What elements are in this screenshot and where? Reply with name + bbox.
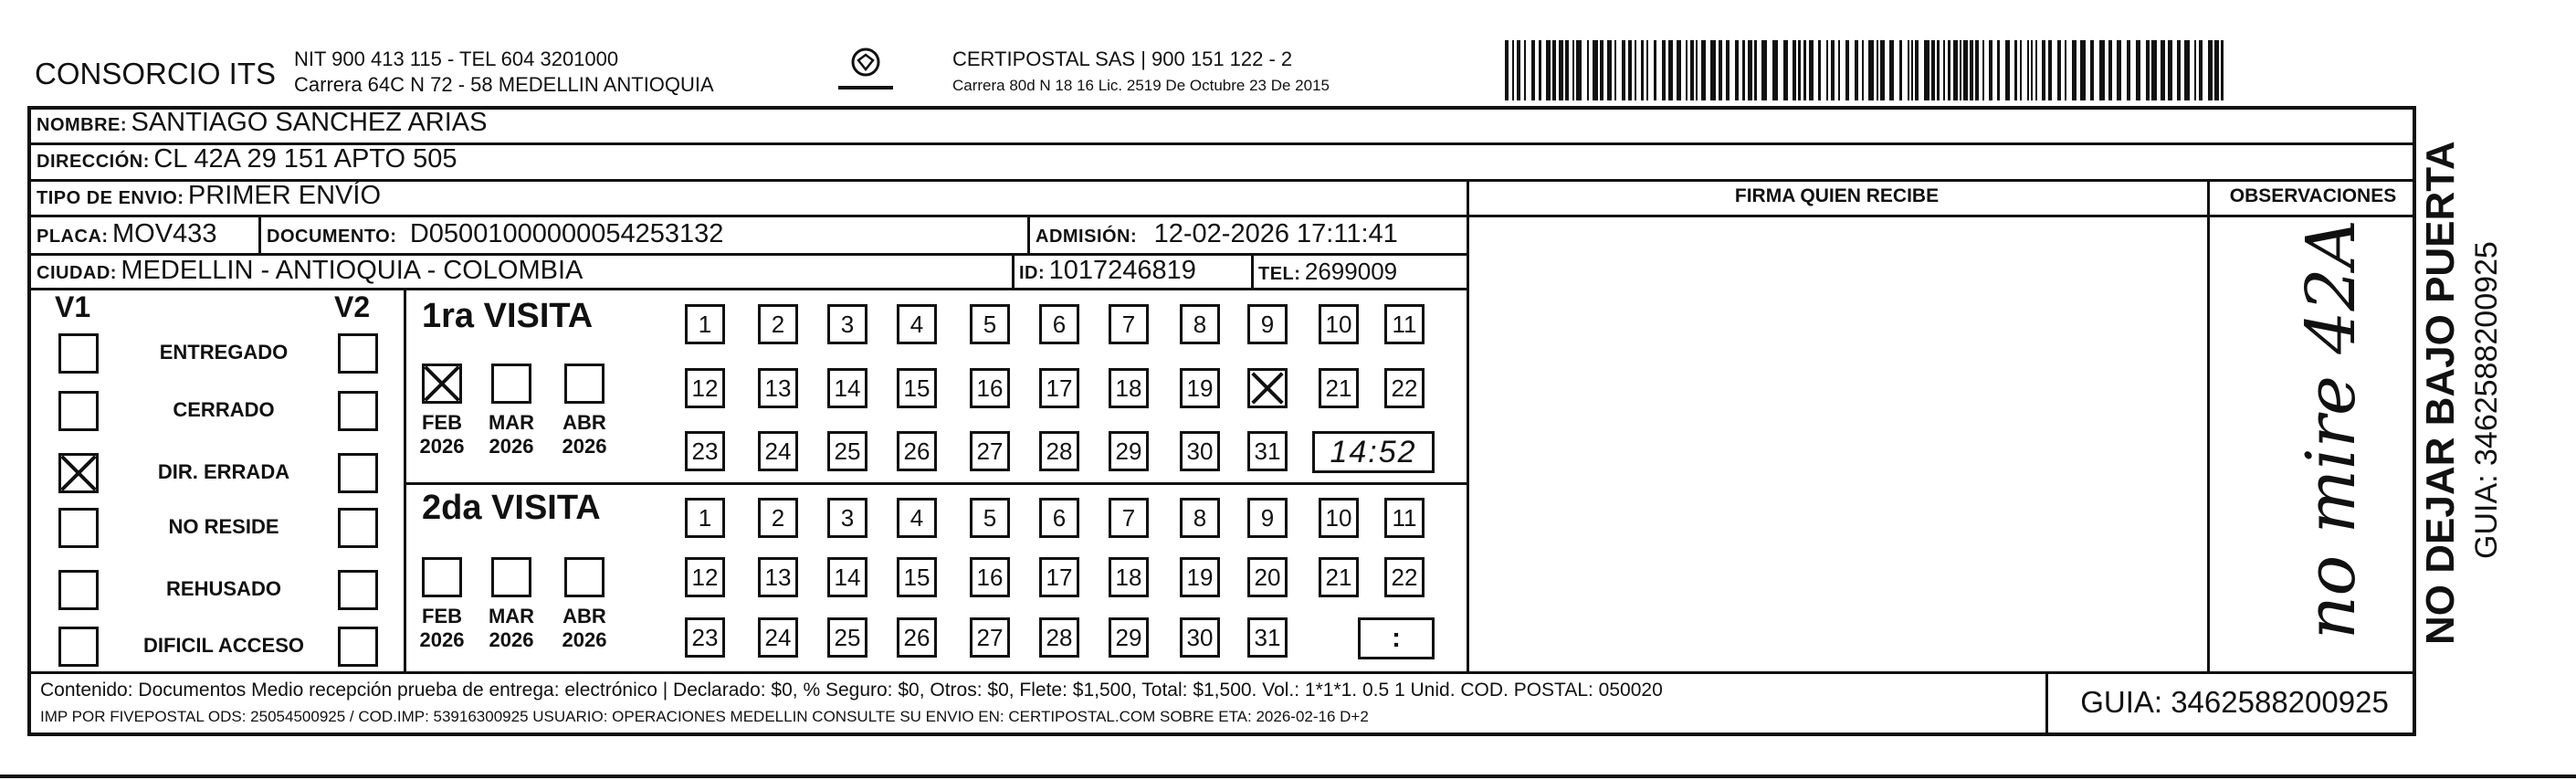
visit1-day-box[interactable]: 7 bbox=[1109, 304, 1149, 344]
visit1-day-box[interactable]: 9 bbox=[1247, 304, 1288, 344]
visit1-day-box[interactable]: 25 bbox=[827, 431, 867, 471]
visit2-title: 2da VISITA bbox=[422, 489, 601, 527]
visit2-day-box[interactable]: 30 bbox=[1180, 617, 1220, 658]
admision-value: 12-02-2026 17:11:41 bbox=[1153, 219, 1398, 248]
direccion-label: DIRECCIÓN: bbox=[37, 152, 150, 172]
visit2-month-label: FEB bbox=[422, 605, 462, 627]
tel-field bbox=[1258, 258, 1397, 286]
side-warning: NO DEJAR BAJO PUERTA bbox=[2418, 141, 2463, 645]
visit2-month-year: 2026 bbox=[489, 628, 534, 651]
tipo-envio-label: TIPO DE ENVIO: bbox=[37, 188, 184, 208]
ciudad-field bbox=[37, 256, 583, 286]
reason-label: ENTREGADO bbox=[159, 341, 289, 364]
visit1-month-year: 2026 bbox=[489, 435, 534, 458]
v2-checkbox[interactable] bbox=[338, 627, 378, 667]
v2-label: V2 bbox=[334, 290, 371, 323]
visit2-month-label: ABR bbox=[563, 605, 606, 627]
v2-checkbox[interactable] bbox=[338, 570, 378, 610]
side-guia: GUIA: 3462588200925 bbox=[2469, 241, 2504, 559]
company-address: Carrera 64C N 72 - 58 MEDELLIN ANTIOQUIA bbox=[294, 73, 714, 96]
visit1-day-box[interactable]: 23 bbox=[685, 431, 725, 471]
visit1-day-box[interactable]: 4 bbox=[897, 304, 937, 344]
visit1-day-box[interactable]: 21 bbox=[1319, 368, 1359, 408]
nombre-value: SANTIAGO SANCHEZ ARIAS bbox=[131, 108, 488, 137]
visit1-day-box[interactable] bbox=[1247, 368, 1288, 408]
visit1-day-box[interactable]: 30 bbox=[1180, 431, 1220, 471]
visit2-day-box[interactable]: 25 bbox=[827, 617, 867, 658]
visit1-month-label: FEB bbox=[422, 411, 462, 434]
visit2-day-box[interactable]: 1 bbox=[685, 498, 725, 538]
visit2-day-box[interactable]: 11 bbox=[1384, 498, 1425, 538]
observaciones-header: OBSERVACIONES bbox=[2229, 185, 2397, 206]
nombre-label: NOMBRE: bbox=[37, 115, 128, 135]
tel-value: 2699009 bbox=[1304, 258, 1398, 285]
footer-imp: IMP POR FIVEPOSTAL ODS: 25054500925 / COD.IMP: 53916300925 USUARIO: OPERACIONES MEDELLIN CONSULTE SU ENVIO EN: CERTIPOSTAL.COM SOBRE ETA: 2026-02-16 D+2 bbox=[40, 708, 1369, 725]
documento-value: D05001000000054253132 bbox=[409, 219, 724, 248]
visit1-day-box[interactable]: 18 bbox=[1109, 368, 1149, 408]
visit1-time: 14:52 bbox=[1330, 435, 1417, 469]
visit1-month-label: ABR bbox=[563, 411, 606, 434]
direccion-value: CL 42A 29 151 APTO 505 bbox=[153, 144, 457, 174]
visit2-day-box[interactable]: 4 bbox=[897, 498, 937, 538]
visit1-month-checkbox[interactable] bbox=[564, 364, 605, 404]
reason-label: NO RESIDE bbox=[168, 515, 279, 538]
visit2-day-box[interactable]: 24 bbox=[758, 617, 798, 658]
v1-label: V1 bbox=[55, 290, 91, 323]
visit2-month-checkbox[interactable] bbox=[422, 557, 462, 597]
v1-checkbox[interactable] bbox=[58, 508, 99, 548]
visit2-day-box[interactable]: 20 bbox=[1247, 557, 1288, 597]
visit2-month-checkbox[interactable] bbox=[564, 557, 605, 597]
visit2-time: : bbox=[1392, 623, 1401, 653]
visit2-month-checkbox[interactable] bbox=[491, 557, 531, 597]
visit2-day-box[interactable]: 16 bbox=[970, 557, 1010, 597]
visit1-title: 1ra VISITA bbox=[422, 297, 594, 335]
reason-label: REHUSADO bbox=[166, 577, 281, 600]
visit2-day-box[interactable]: 22 bbox=[1384, 557, 1425, 597]
visit2-day-box[interactable]: 3 bbox=[827, 498, 867, 538]
v1-checkbox[interactable] bbox=[58, 333, 99, 374]
visit2-day-box[interactable]: 31 bbox=[1247, 617, 1288, 658]
admision-field bbox=[1036, 219, 1398, 249]
visit1-day-box[interactable]: 19 bbox=[1180, 368, 1220, 408]
visit1-day-box[interactable]: 14 bbox=[827, 368, 867, 408]
carrier-address: Carrera 80d N 18 16 Lic. 2519 De Octubre 23 De 2015 bbox=[952, 77, 1330, 94]
visit1-day-box[interactable]: 26 bbox=[897, 431, 937, 471]
visit2-day-box[interactable]: 21 bbox=[1319, 557, 1359, 597]
tipo-envio-value: PRIMER ENVÍO bbox=[187, 181, 382, 210]
footer-contenido: Contenido: Documentos Medio recepción prueba de entrega: electrónico | Declarado: $0, % Seguro: $0, Otros: $0, Flete: $1,500, Total: $1,500. Vol.: 1*1*1. 0.5 1 Unid. COD. POSTAL: 050020 bbox=[40, 680, 1663, 701]
reason-label: DIFICIL ACCESO bbox=[142, 634, 304, 657]
carrier-name: CERTIPOSTAL SAS | 900 151 122 - 2 bbox=[952, 47, 1293, 70]
v2-checkbox[interactable] bbox=[338, 391, 378, 431]
tipo-envio-field bbox=[37, 181, 381, 211]
visit1-month-year: 2026 bbox=[419, 435, 465, 458]
visit2-day-box[interactable]: 6 bbox=[1039, 498, 1079, 538]
visit1-day-box[interactable]: 24 bbox=[758, 431, 798, 471]
visit2-day-box[interactable]: 28 bbox=[1039, 617, 1079, 658]
visit2-day-box[interactable]: 9 bbox=[1247, 498, 1288, 538]
visit1-day-box[interactable]: 29 bbox=[1109, 431, 1149, 471]
visit2-day-box[interactable]: 23 bbox=[685, 617, 725, 658]
visit2-month-year: 2026 bbox=[419, 628, 465, 651]
observaciones-handwriting: no mire 42A bbox=[2292, 219, 2371, 639]
visit2-day-box[interactable]: 15 bbox=[897, 557, 937, 597]
id-value: 1017246819 bbox=[1048, 256, 1196, 285]
visit1-day-box[interactable]: 17 bbox=[1039, 368, 1079, 408]
placa-label: PLACA: bbox=[37, 227, 109, 247]
certipostal-logo bbox=[829, 44, 902, 97]
firma-header: FIRMA QUIEN RECIBE bbox=[1734, 185, 1940, 206]
visit2-day-box[interactable]: 2 bbox=[758, 498, 798, 538]
visit1-month-label: MAR bbox=[488, 411, 535, 434]
visit1-day-box[interactable]: 13 bbox=[758, 368, 798, 408]
id-field bbox=[1019, 256, 1196, 286]
visit1-month-year: 2026 bbox=[562, 435, 607, 458]
visit1-day-box[interactable]: 31 bbox=[1247, 431, 1288, 471]
visit1-day-box[interactable]: 16 bbox=[970, 368, 1010, 408]
v2-checkbox[interactable] bbox=[338, 453, 378, 493]
visit1-day-box[interactable]: 10 bbox=[1319, 304, 1359, 344]
footer-guia: GUIA: 3462588200925 bbox=[2080, 685, 2389, 719]
visit1-day-box[interactable]: 15 bbox=[897, 368, 937, 408]
visit1-day-box[interactable]: 3 bbox=[827, 304, 867, 344]
visit2-day-box[interactable]: 27 bbox=[970, 617, 1010, 658]
visit1-day-box[interactable]: 22 bbox=[1384, 368, 1425, 408]
documento-label: DOCUMENTO: bbox=[267, 227, 397, 247]
visit1-day-box[interactable]: 6 bbox=[1039, 304, 1079, 344]
visit2-day-box[interactable]: 12 bbox=[685, 557, 725, 597]
visit2-day-box[interactable]: 13 bbox=[758, 557, 798, 597]
visit2-day-box[interactable]: 14 bbox=[827, 557, 867, 597]
v1-checkbox[interactable] bbox=[58, 570, 99, 610]
visit2-day-box[interactable]: 26 bbox=[897, 617, 937, 658]
placa-value: MOV433 bbox=[112, 219, 217, 248]
visit1-day-box[interactable]: 1 bbox=[685, 304, 725, 344]
visit1-day-box[interactable]: 28 bbox=[1039, 431, 1079, 471]
documento-field bbox=[267, 219, 723, 249]
visit1-month-checkbox[interactable] bbox=[491, 364, 531, 404]
visit1-day-box[interactable]: 12 bbox=[685, 368, 725, 408]
tel-label: TEL: bbox=[1258, 264, 1301, 284]
v2-checkbox[interactable] bbox=[338, 333, 378, 374]
v1-checkbox[interactable] bbox=[58, 453, 99, 493]
visit2-time-box bbox=[1358, 617, 1435, 659]
company-nit: NIT 900 413 115 - TEL 604 3201000 bbox=[294, 47, 619, 70]
company-name: CONSORCIO ITS bbox=[35, 57, 277, 90]
visit2-day-box[interactable]: 7 bbox=[1109, 498, 1149, 538]
placa-field bbox=[37, 219, 216, 249]
barcode bbox=[1505, 40, 2228, 100]
visit1-day-box[interactable]: 5 bbox=[970, 304, 1010, 344]
visit2-day-box[interactable]: 29 bbox=[1109, 617, 1149, 658]
ciudad-value: MEDELLIN - ANTIOQUIA - COLOMBIA bbox=[121, 256, 584, 285]
visit2-month-year: 2026 bbox=[562, 628, 607, 651]
ciudad-label: CIUDAD: bbox=[37, 263, 117, 283]
nombre-field bbox=[37, 108, 487, 138]
visit1-day-box[interactable]: 8 bbox=[1180, 304, 1220, 344]
v2-checkbox[interactable] bbox=[338, 508, 378, 548]
reason-label: DIR. ERRADA bbox=[157, 460, 290, 483]
visit2-day-box[interactable]: 17 bbox=[1039, 557, 1079, 597]
reason-label: CERRADO bbox=[173, 398, 275, 421]
visit2-day-box[interactable]: 10 bbox=[1319, 498, 1359, 538]
visit2-day-box[interactable]: 18 bbox=[1109, 557, 1149, 597]
visit2-day-box[interactable]: 8 bbox=[1180, 498, 1220, 538]
visit2-day-box[interactable]: 19 bbox=[1180, 557, 1220, 597]
visit1-time-box bbox=[1312, 431, 1435, 473]
direccion-field bbox=[37, 144, 457, 174]
v1-checkbox[interactable] bbox=[58, 391, 99, 431]
visit1-day-box[interactable]: 27 bbox=[970, 431, 1010, 471]
admision-label: ADMISIÓN: bbox=[1036, 227, 1138, 247]
id-label: ID: bbox=[1019, 263, 1046, 283]
visit2-day-box[interactable]: 5 bbox=[970, 498, 1010, 538]
visit1-month-checkbox[interactable] bbox=[422, 364, 462, 404]
visit1-day-box[interactable]: 11 bbox=[1384, 304, 1425, 344]
visit2-month-label: MAR bbox=[488, 605, 535, 627]
v1-checkbox[interactable] bbox=[58, 627, 99, 667]
visit1-day-box[interactable]: 2 bbox=[758, 304, 798, 344]
